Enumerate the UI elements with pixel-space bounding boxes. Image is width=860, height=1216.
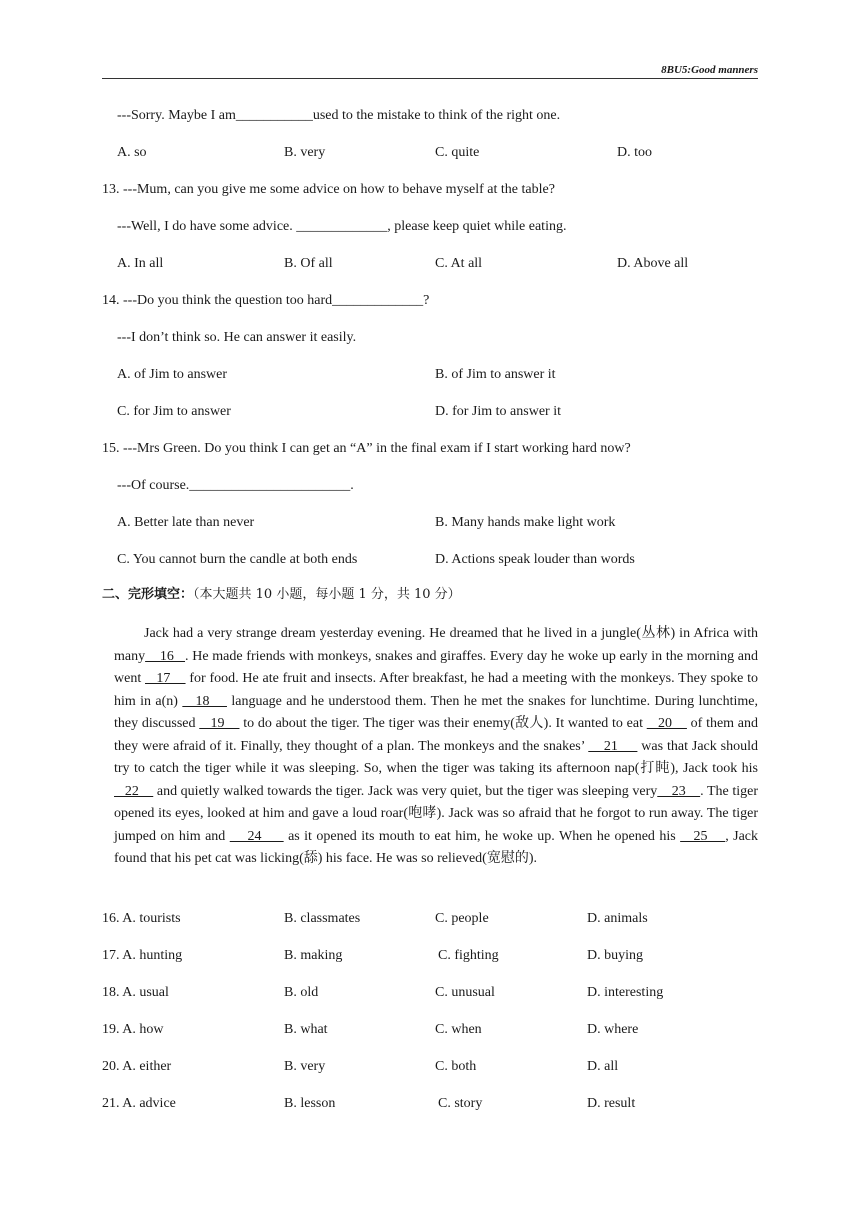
blank-25: 25 [680, 828, 726, 844]
passage-text: of them and they were afraid of it. Finally, they thought of a plan. The monkeys and the snakes’ [114, 716, 759, 754]
passage-text: , Jack found that his pet cat was licking(舔) his face. He was so relieved(宽慰的). [114, 828, 758, 866]
q15-option-d: D. Actions speak louder than words [435, 552, 635, 567]
cloze-16-option-c: C. people [435, 911, 489, 926]
blank-21: 21 [588, 738, 638, 754]
cloze-20-option-d: D. all [587, 1059, 619, 1074]
passage-text: was that Jack should try to catch the tiger while it was sleeping. So, when the tiger was taking its afternoon nap(打盹), Jack took his [114, 738, 758, 776]
q14-option-b: B. of Jim to answer it [435, 367, 556, 382]
cloze-21-option-b: B. lesson [284, 1096, 336, 1111]
cloze-19-option-a: 19. A. how [102, 1022, 164, 1037]
q15-option-c: C. You cannot burn the candle at both ends [117, 552, 358, 567]
section-heading [102, 586, 461, 604]
cloze-18-option-a: 18. A. usual [102, 985, 169, 1000]
q12-option-b: B. very [284, 145, 326, 160]
blank-20: 20 [646, 716, 687, 731]
blank-17: 17 [145, 671, 186, 686]
cloze-21-option-d: D. result [587, 1096, 636, 1111]
cloze-20-option-a: 20. A. either [102, 1059, 172, 1074]
cloze-18-option-c: C. unusual [435, 985, 495, 1000]
cloze-19-option-b: B. what [284, 1022, 328, 1037]
q13-question: 13. ---Mum, can you give me some advice on how to behave myself at the table? [102, 182, 555, 197]
passage-text: to do about the tiger. The tiger was their enemy(敌人). It wanted to eat [239, 716, 647, 731]
blank-18: 18 [182, 693, 227, 709]
cloze-21-option-c: C. story [438, 1096, 483, 1111]
passage-text: and quietly walked towards the tiger. Jack was very quiet, but the tiger was sleeping very [153, 783, 658, 799]
q14-option-d: D. for Jim to answer it [435, 404, 561, 419]
cloze-18-option-b: B. old [284, 985, 319, 1000]
q14-answer-line: ---I don’t think so. He can answer it easily. [117, 330, 357, 345]
cloze-16-option-d: D. animals [587, 911, 648, 926]
section-title: 二、完形填空： [102, 587, 194, 602]
blank-22: 22 [114, 783, 154, 799]
q15-answer-line: ---Of course._______________________. [117, 478, 354, 493]
passage-text: as it opened its mouth to eat him, he woke up. When he opened his [283, 828, 681, 844]
cloze-19-option-c: C. when [435, 1022, 482, 1037]
cloze-17-option-b: B. making [284, 948, 343, 963]
q13-option-d: D. Above all [617, 256, 689, 271]
q15-option-b: B. Many hands make light work [435, 515, 616, 530]
cloze-18-option-d: D. interesting [587, 985, 664, 1000]
passage-text: . He made friends with monkeys, snakes and giraffes. Every day he woke up early in the morning and went [114, 648, 758, 686]
passage-text: language and he understood them. Then he met the snakes for lunchtime. During lunchtime, they discussed [114, 693, 758, 731]
cloze-17-option-c: C. fighting [438, 948, 499, 963]
q13-option-c: C. At all [435, 256, 483, 271]
cloze-16-option-b: B. classmates [284, 911, 361, 926]
q14-option-a: A. of Jim to answer [117, 367, 228, 382]
cloze-17-option-d: D. buying [587, 948, 643, 963]
q14-question: 14. ---Do you think the question too hard_____________? [102, 293, 430, 308]
q13-option-a: A. In all [117, 256, 164, 271]
q15-question: 15. ---Mrs Green. Do you think I can get an “A” in the final exam if I start working hard now? [102, 441, 631, 456]
q12-option-d: D. too [617, 145, 652, 160]
cloze-20-option-b: B. very [284, 1059, 326, 1074]
cloze-16-option-a: 16. A. tourists [102, 911, 181, 926]
q13-option-b: B. Of all [284, 256, 333, 271]
blank-23: 23 [657, 783, 701, 799]
cloze-19-option-d: D. where [587, 1022, 639, 1037]
passage-text: . The tiger opened its eyes, looked at him and gave a loud roar(咆哮). Jack was so afraid that he forgot to run away. The tiger jumped on him and [114, 783, 759, 844]
blank-16: 16 [145, 648, 186, 664]
cloze-17-option-a: 17. A. hunting [102, 948, 183, 963]
cloze-20-option-c: C. both [435, 1059, 477, 1074]
q13-answer-line: ---Well, I do have some advice. _____________, please keep quiet while eating. [117, 219, 567, 234]
q12-option-a: A. so [117, 145, 147, 160]
blank-24: 24 [229, 828, 284, 844]
cloze-21-option-a: 21. A. advice [102, 1096, 176, 1111]
q14-option-c: C. for Jim to answer [117, 404, 231, 419]
passage-text: for food. He ate fruit and insects. After breakfast, he had a meeting with the monkeys. They spoke to him in a(n) [114, 671, 759, 709]
q12-option-c: C. quite [435, 145, 480, 160]
passage-text: Jack had a very strange dream yesterday evening. He dreamed that he lived in a jungle(丛林) in Africa with many [114, 626, 758, 664]
q12-answer-line: ---Sorry. Maybe I am___________used to the mistake to think of the right one. [117, 108, 561, 123]
page-header: 8BU5:Good manners [102, 64, 758, 79]
q15-option-a: A. Better late than never [117, 515, 255, 530]
cloze-passage [114, 623, 758, 871]
section-note: （本大题共 10 小题，每小题 1 分，共 10 分） [193, 587, 461, 602]
blank-19: 19 [199, 716, 240, 731]
